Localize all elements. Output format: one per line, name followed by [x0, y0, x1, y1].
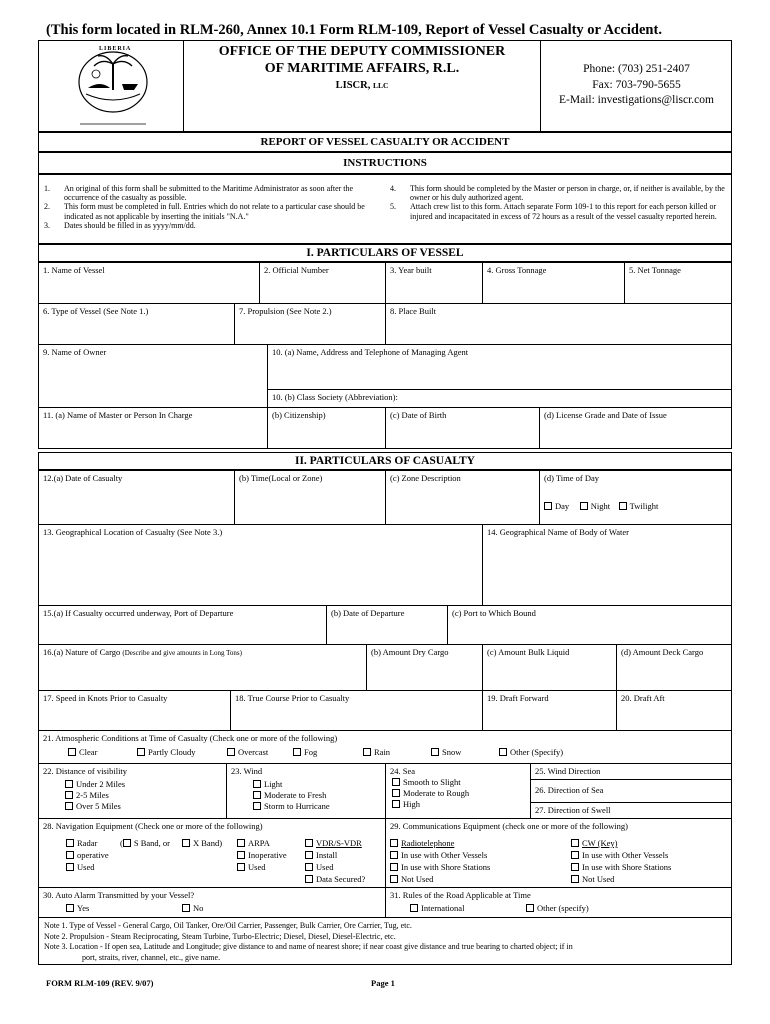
checkbox-cw-not-used[interactable]: Not Used [571, 874, 614, 885]
checkbox-smooth[interactable]: Smooth to Slight [392, 777, 526, 788]
checkbox-other-rules[interactable]: Other (specify) [526, 903, 589, 914]
field-managing-agent[interactable]: 10. (a) Name, Address and Telephone of Managing Agent [267, 344, 732, 390]
form-location-line: (This form located in RLM-260, Annex 10.1 Form RLM-109, Report of Vessel Casualty or Accident. [46, 22, 662, 38]
checkbox-under-2[interactable]: Under 2 Miles [65, 779, 222, 790]
field-port-bound[interactable]: (c) Port to Which Bound [447, 605, 732, 645]
instructions-right [390, 184, 726, 221]
field-vessel-name[interactable]: 1. Name of Vessel [38, 262, 260, 304]
office-title [184, 44, 540, 92]
atmospheric-label: 21. Atmospheric Conditions at Time of Casualty (Check one or more of the following) [43, 733, 338, 743]
auto-alarm-label: 30. Auto Alarm Transmitted by your Vessel? [43, 890, 195, 900]
field-gross-tonnage[interactable]: 4. Gross Tonnage [482, 262, 625, 304]
field-master-name[interactable]: 11. (a) Name of Master or Person In Charge [38, 407, 268, 449]
field-sea [385, 763, 531, 819]
phone: Phone: (703) 251-2407 [583, 63, 690, 75]
checkbox-partly-cloudy[interactable]: Partly Cloudy [137, 747, 195, 758]
checkbox-international[interactable]: International [410, 903, 464, 914]
field-vessel-type[interactable]: 6. Type of Vessel (See Note 1.) [38, 303, 235, 345]
checkbox-cw-other-vessels[interactable]: In use with Other Vessels [571, 850, 668, 861]
field-deck-cargo[interactable]: (d) Amount Deck Cargo [616, 644, 732, 691]
xband-option[interactable]: X Band) [182, 838, 222, 849]
checkbox-vdr-used[interactable]: Used [305, 862, 333, 873]
field-geographical-location[interactable]: 13. Geographical Location of Casualty (See Note 3.) [38, 524, 483, 606]
form-title: REPORT OF VESSEL CASUALTY OR ACCIDENT [38, 132, 732, 152]
email: E-Mail: investigations@liscr.com [559, 94, 714, 107]
field-license-grade[interactable]: (d) License Grade and Date of Issue [539, 407, 732, 449]
nature-cargo-hint: (Describe and give amounts in Long Tons) [122, 649, 242, 657]
instruction-item: 4. This form should be completed by the Master or person in charge, or, if neither is available, by the owner or his duly authorized agent. [390, 184, 725, 203]
field-bulk-liquid[interactable]: (c) Amount Bulk Liquid [482, 644, 617, 691]
fax: Fax: 703-790-5655 [592, 78, 681, 91]
checkbox-arpa-used[interactable]: Used [237, 862, 265, 873]
sband-option[interactable]: ( S Band, or [120, 838, 170, 848]
checkbox-radio-not-used[interactable]: Not Used [390, 874, 433, 885]
note-3: Note 3. Location - If open sea, Latitude and Longitude; give distance to and name of nearest shore; if near coast give distance and true bearing to charted object; if in [44, 942, 573, 951]
field-swell-direction[interactable]: 27. Direction of Swell [530, 802, 732, 819]
visibility-label: 22. Distance of visibility [43, 766, 128, 776]
seal-text: LIBERIA [99, 46, 132, 52]
checkbox-vdr[interactable]: VDR/S-VDR [305, 838, 362, 849]
checkbox-night[interactable]: Night [580, 501, 610, 511]
field-place-built[interactable]: 8. Place Built [385, 303, 732, 345]
field-propulsion[interactable]: 7. Propulsion (See Note 2.) [234, 303, 386, 345]
checkbox-vdr-install[interactable]: Install [305, 850, 337, 861]
checkbox-arpa[interactable]: ARPA [237, 838, 270, 849]
checkbox-radio-shore[interactable]: In use with Shore Stations [390, 862, 490, 873]
contact-info [541, 62, 732, 109]
checkbox-fog[interactable]: Fog [293, 747, 317, 758]
instructions-left [44, 184, 378, 230]
checkbox-moderate-rough[interactable]: Moderate to Rough [392, 788, 526, 799]
field-true-course[interactable]: 18. True Course Prior to Casualty [230, 690, 483, 731]
field-official-number[interactable]: 2. Official Number [259, 262, 386, 304]
notes [44, 921, 728, 963]
section-2-heading: II. PARTICULARS OF CASUALTY [38, 452, 732, 470]
field-nature-of-cargo[interactable] [38, 644, 367, 691]
instruction-item: 1. An original of this form shall be submitted to the Maritime Administrator as soon after the occurrence of the casualty as possible. [44, 184, 354, 203]
checkbox-used[interactable]: Used [66, 862, 94, 873]
checkbox-data-secured[interactable]: Data Secured? [305, 874, 365, 885]
liscr-line [184, 80, 540, 93]
field-draft-aft[interactable]: 20. Draft Aft [616, 690, 732, 731]
checkbox-day[interactable]: Day [544, 501, 569, 511]
checkbox-operative[interactable]: operative [66, 850, 109, 861]
checkbox-over-5[interactable]: Over 5 Miles [65, 801, 222, 812]
checkbox-no[interactable]: No [182, 903, 203, 914]
checkbox-clear[interactable]: Clear [68, 747, 97, 758]
form-number: FORM RLM-109 (REV. 9/07) [46, 978, 154, 988]
rules-label: 31. Rules of the Road Applicable at Time [390, 890, 531, 900]
field-class-society[interactable]: 10. (b) Class Society (Abbreviation): [267, 389, 732, 408]
field-zone-description[interactable]: (c) Zone Description [385, 470, 540, 525]
sea-label: 24. Sea [390, 766, 416, 776]
checkbox-high[interactable]: High [392, 799, 526, 810]
field-net-tonnage[interactable]: 5. Net Tonnage [624, 262, 732, 304]
field-owner-name[interactable]: 9. Name of Owner [38, 344, 268, 408]
field-date-of-departure[interactable]: (b) Date of Departure [326, 605, 448, 645]
navigation-label: 28. Navigation Equipment (Check one or more of the following) [43, 821, 263, 831]
checkbox-radio-other-vessels[interactable]: In use with Other Vessels [390, 850, 487, 861]
note-2: Note 2. Propulsion - Steam Reciprocating, Steam Turbine, Turbo-Electric; Diesel, Diesel, Diesel-Electric, etc. [44, 931, 396, 941]
field-speed[interactable]: 17. Speed in Knots Prior to Casualty [38, 690, 231, 731]
checkbox-twilight[interactable]: Twilight [619, 501, 659, 511]
office-line-2: OF MARITIME AFFAIRS, R.L. [264, 60, 460, 76]
office-line-1: OFFICE OF THE DEPUTY COMMISSIONER [218, 44, 506, 59]
field-body-of-water[interactable]: 14. Geographical Name of Body of Water [482, 524, 732, 606]
field-time-of-day [539, 470, 732, 525]
field-dry-cargo[interactable]: (b) Amount Dry Cargo [366, 644, 483, 691]
section-1-heading: I. PARTICULARS OF VESSEL [38, 244, 732, 262]
field-wind [226, 763, 386, 819]
field-citizenship[interactable]: (b) Citizenship) [267, 407, 386, 449]
field-date-of-casualty[interactable]: 12.(a) Date of Casualty [38, 470, 235, 525]
checkbox-yes[interactable]: Yes [66, 903, 89, 914]
instructions-heading: INSTRUCTIONS [38, 152, 732, 174]
wind-label: 23. Wind [231, 766, 263, 776]
liscr-name: LISCR, [335, 79, 371, 91]
checkbox-2-5[interactable]: 2-5 Miles [65, 790, 222, 801]
page-number: Page 1 [371, 978, 395, 988]
field-time-of-casualty[interactable]: (b) Time(Local or Zone) [234, 470, 386, 525]
checkbox-cw-shore[interactable]: In use with Shore Stations [571, 862, 671, 873]
field-auto-alarm [38, 887, 386, 918]
instruction-item: 5. Attach crew list to this form. Attach separate Form 109-1 to this report for each person killed or injured and incapacitated in excess of 72 hours as a result of the vessel casualty reported herein. [390, 202, 717, 221]
instruction-item: 3. Dates should be filled in as yyyy/mm/dd. [44, 220, 196, 230]
checkbox-radar[interactable]: Radar [66, 838, 97, 849]
note-3-continued: port, straits, river, channel, etc., give name. [82, 952, 221, 962]
field-port-of-departure[interactable]: 15.(a) If Casualty occurred underway, Port of Departure [38, 605, 327, 645]
nature-cargo-label: 16.(a) Nature of Cargo [43, 647, 121, 657]
time-of-day-label: (d) Time of Day [544, 473, 600, 483]
field-draft-forward[interactable]: 19. Draft Forward [482, 690, 617, 731]
instruction-item: 2. This form must be completed in full. Entries which do not relate to a particular case should be indicated as not applicable by inserting the initials "N.A." [44, 202, 365, 221]
field-year-built[interactable]: 3. Year built [385, 262, 483, 304]
field-wind-direction[interactable]: 25. Wind Direction [530, 763, 732, 780]
checkbox-arpa-inoperative[interactable]: Inoperative [237, 850, 287, 861]
field-sea-direction[interactable]: 26. Direction of Sea [530, 779, 732, 803]
liberia-seal-logo [66, 44, 160, 128]
checkbox-cw-key[interactable]: CW (Key) [571, 838, 618, 849]
checkbox-light[interactable]: Light [253, 779, 381, 790]
checkbox-moderate-fresh[interactable]: Moderate to Fresh [253, 790, 381, 801]
checkbox-storm[interactable]: Storm to Hurricane [253, 801, 381, 812]
checkbox-overcast[interactable]: Overcast [227, 747, 268, 758]
checkbox-snow[interactable]: Snow [431, 747, 461, 758]
llc-suffix: LLC [372, 80, 389, 90]
checkbox-rain[interactable]: Rain [363, 747, 390, 758]
time-of-day-options [544, 501, 727, 512]
note-1: Note 1. Type of Vessel - General Cargo, Oil Tanker, Ore/Oil Carrier, Passenger, Bulk Carrier, Ore Carrier, Tug, etc. [44, 921, 412, 930]
field-date-of-birth[interactable]: (c) Date of Birth [385, 407, 540, 449]
checkbox-radiotelephone[interactable]: Radiotelephone [390, 838, 454, 849]
checkbox-other-weather[interactable]: Other (Specify) [499, 747, 563, 758]
field-visibility [38, 763, 227, 819]
communications-label: 29. Communications Equipment (check one or more of the following) [390, 821, 628, 831]
